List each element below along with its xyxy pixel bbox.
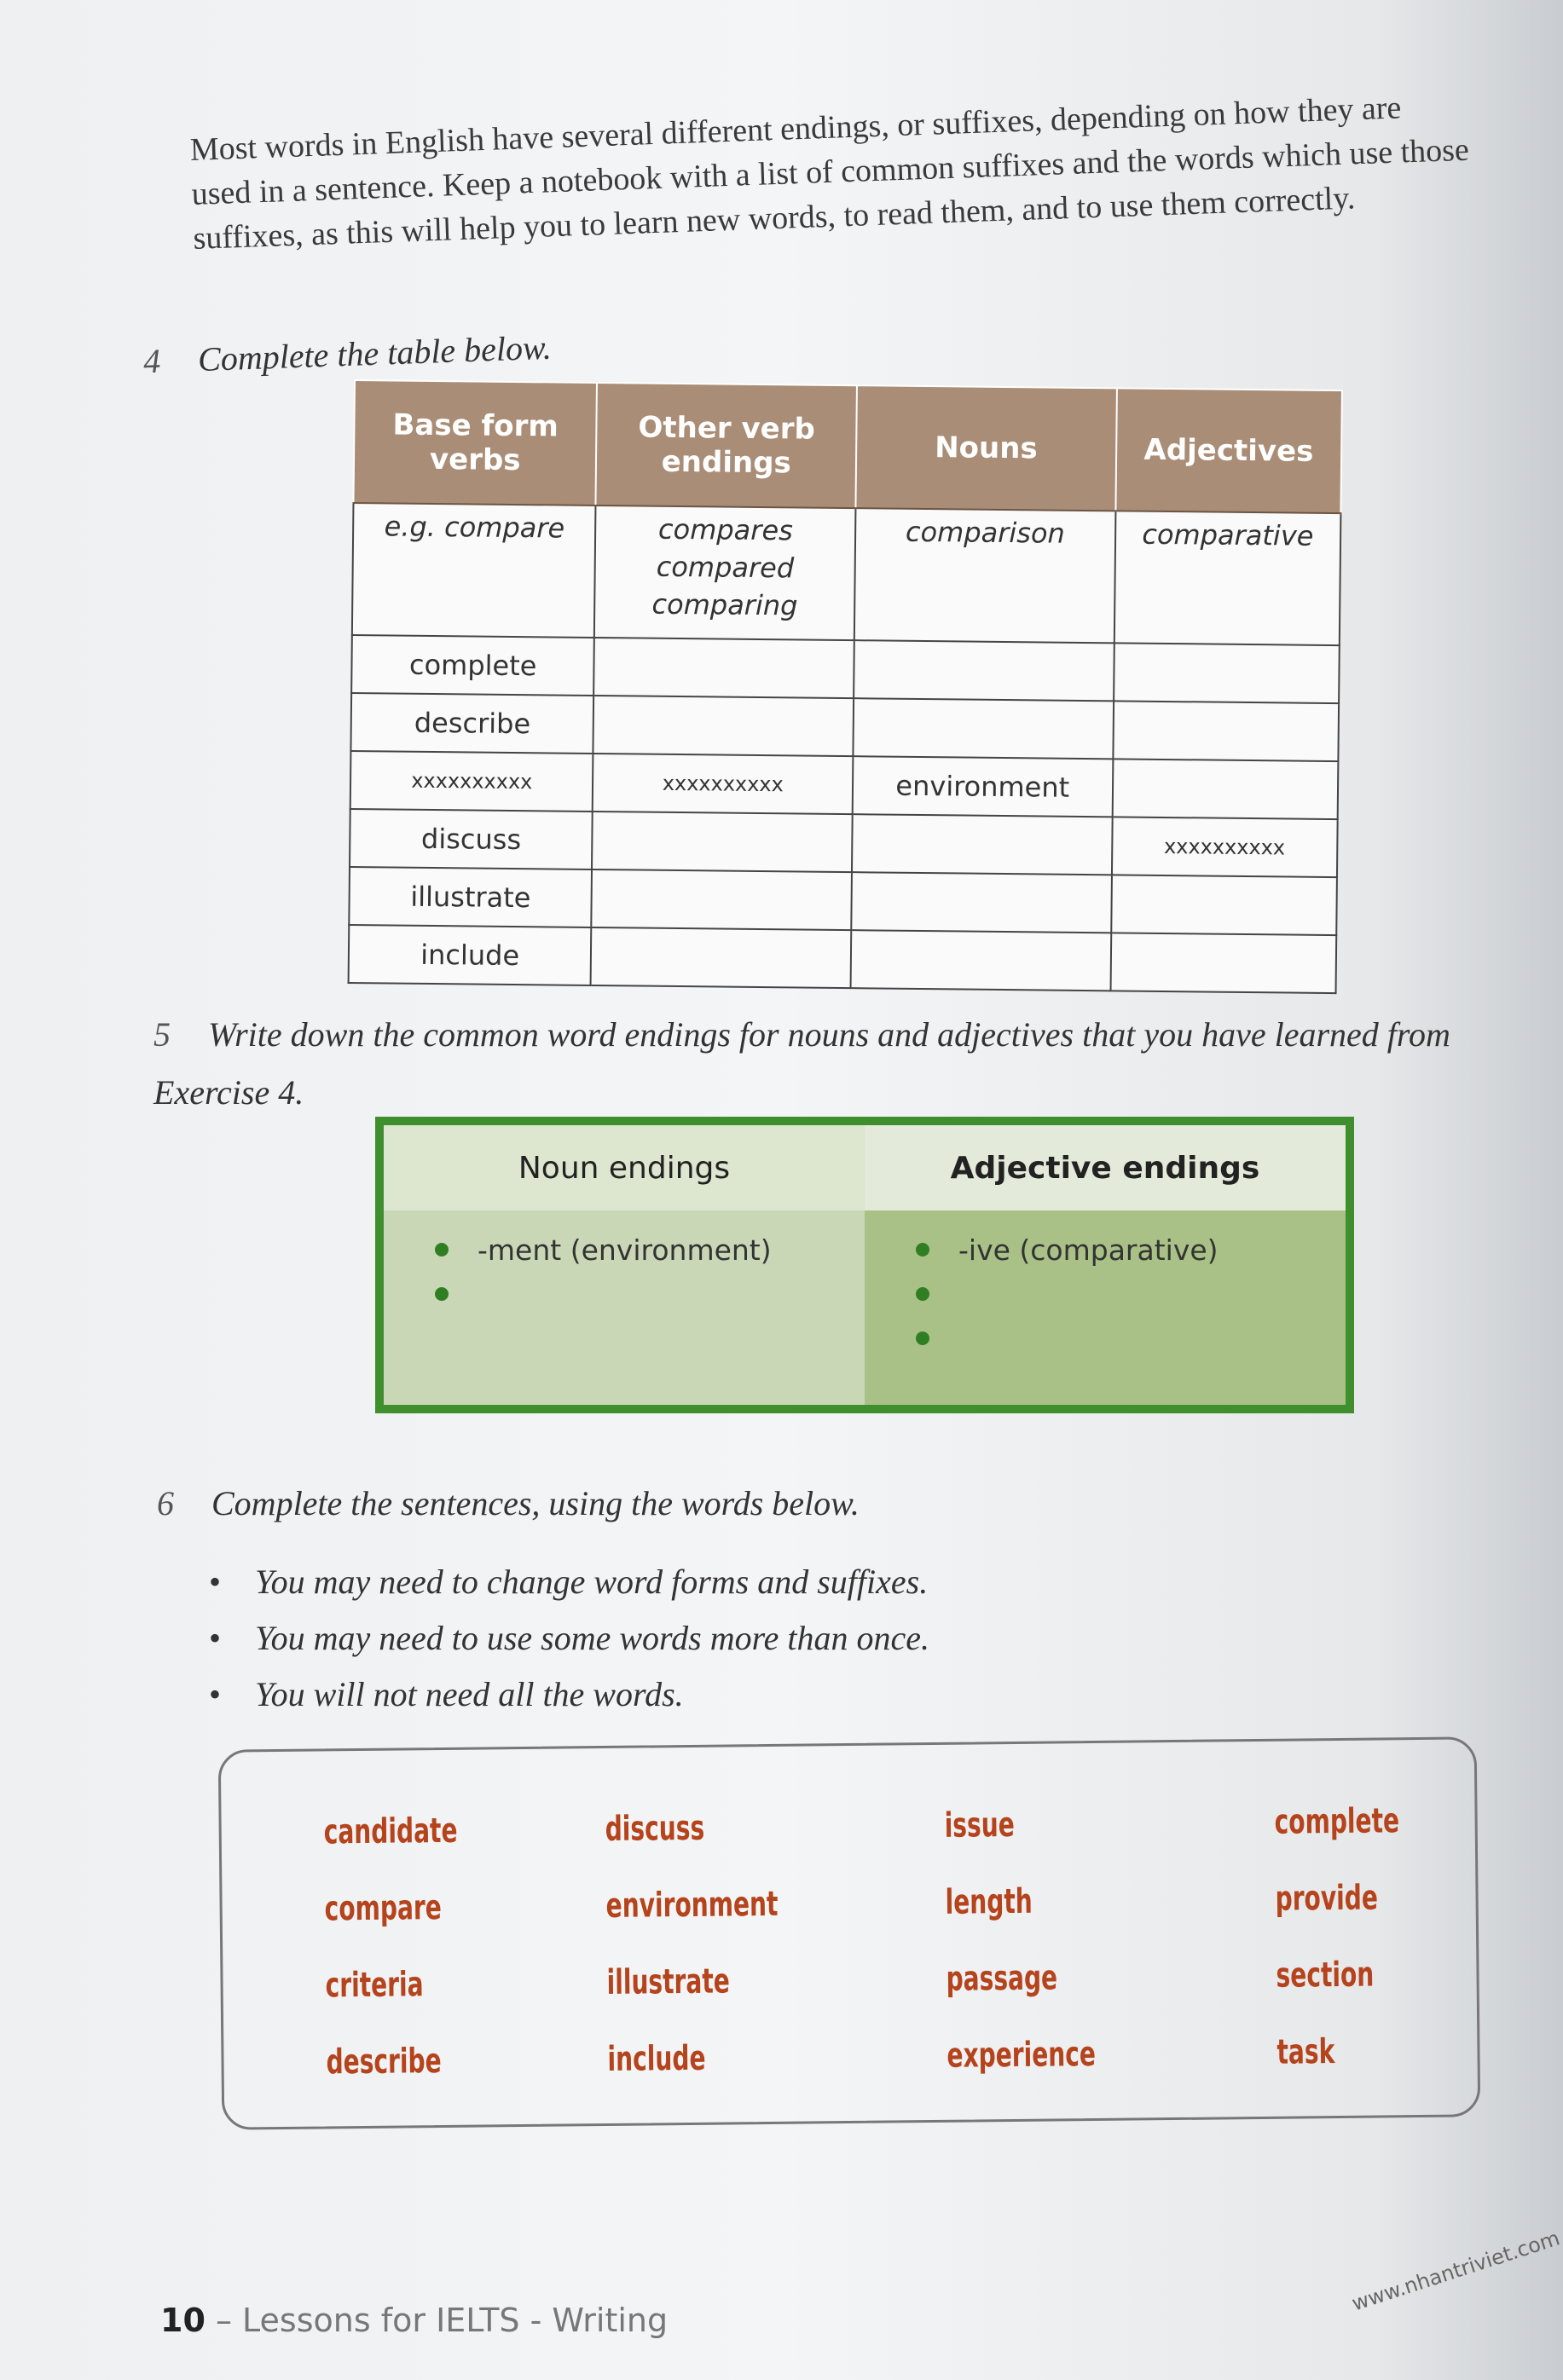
word: compare bbox=[324, 1888, 442, 1929]
word: complete bbox=[1274, 1801, 1400, 1842]
adjective-endings-header: Adjective endings bbox=[865, 1125, 1346, 1210]
word: discuss bbox=[605, 1808, 705, 1849]
instruction-text: Complete the table below. bbox=[197, 327, 553, 379]
table-row bbox=[351, 635, 1340, 703]
cell: xxxxxxxxxx bbox=[350, 751, 593, 812]
word: include bbox=[607, 2038, 706, 2079]
cell[interactable] bbox=[593, 696, 854, 756]
intro-paragraph: Most words in English have several different endings, or suffixes, depending on how they are used in a sentence. Keep a notebook with a list of common suffixes and the words which use those suffixes, as this will help you to learn new words, to read them, and to use them correctly. bbox=[189, 90, 1470, 257]
instruction-text: Write down the common word endings for nouns and adjectives that you have learned from Exercise 4. bbox=[153, 1015, 1450, 1112]
cell: discuss bbox=[350, 809, 593, 869]
list-item: -ive (comparative) bbox=[916, 1228, 1294, 1272]
word-bank bbox=[218, 1736, 1481, 2129]
cell: environment bbox=[853, 756, 1113, 817]
cell[interactable] bbox=[594, 638, 854, 698]
cell: e.g. compare bbox=[352, 503, 596, 638]
cell[interactable] bbox=[852, 814, 1112, 875]
header-nouns: Nouns bbox=[855, 385, 1116, 511]
bullet-item: • You may need to use some words more than once. bbox=[209, 1619, 930, 1657]
cell[interactable] bbox=[1113, 701, 1339, 761]
header-adjectives: Adjectives bbox=[1115, 388, 1342, 513]
book-title: – Lessons for IELTS - Writing bbox=[205, 2302, 669, 2339]
word: experience bbox=[946, 2034, 1097, 2076]
cell[interactable] bbox=[851, 872, 1111, 933]
word: criteria bbox=[325, 1965, 424, 2006]
word-forms-table bbox=[348, 379, 1343, 994]
bullet-icon bbox=[435, 1287, 449, 1301]
cell: xxxxxxxxxx bbox=[1111, 817, 1337, 877]
cell: compares compared comparing bbox=[594, 505, 855, 640]
page-footer bbox=[160, 2302, 668, 2339]
cell[interactable] bbox=[1111, 875, 1337, 935]
list-item[interactable] bbox=[916, 1316, 1294, 1360]
exercise-6-instruction bbox=[157, 1483, 860, 1523]
word: provide bbox=[1275, 1878, 1379, 1919]
cell[interactable] bbox=[592, 812, 852, 872]
cell[interactable] bbox=[1110, 933, 1336, 993]
word: candidate bbox=[323, 1811, 458, 1852]
noun-endings-header: Noun endings bbox=[384, 1125, 865, 1210]
header-base: Base form verbs bbox=[353, 380, 597, 505]
cell: comparison bbox=[854, 508, 1115, 643]
bullet-icon bbox=[916, 1243, 929, 1256]
cell: describe bbox=[350, 693, 593, 754]
header-other: Other verb endings bbox=[596, 383, 857, 508]
cell[interactable] bbox=[591, 927, 851, 988]
example-row bbox=[352, 503, 1341, 645]
bullet-item: • You will not need all the words. bbox=[209, 1675, 684, 1713]
list-item[interactable] bbox=[435, 1272, 813, 1316]
exercise-5-instruction bbox=[153, 1006, 1467, 1122]
list-item: -ment (environment) bbox=[435, 1228, 813, 1272]
cell: illustrate bbox=[349, 867, 592, 927]
table-row bbox=[350, 693, 1339, 761]
endings-box bbox=[375, 1117, 1354, 1413]
word: section bbox=[1276, 1955, 1375, 1996]
word: task bbox=[1276, 2032, 1335, 2072]
page-number: 10 bbox=[160, 2302, 206, 2339]
exercise-4-instruction bbox=[142, 327, 552, 382]
cell: complete bbox=[351, 635, 594, 696]
table-row bbox=[349, 867, 1337, 935]
cell[interactable] bbox=[853, 698, 1113, 759]
cell[interactable] bbox=[1112, 759, 1338, 819]
publisher-url: www.nhantriviet.com bbox=[1348, 2226, 1563, 2316]
exercise-number: 4 bbox=[142, 341, 161, 381]
word: describe bbox=[326, 2042, 442, 2082]
instruction-text: Complete the sentences, using the words below. bbox=[211, 1484, 860, 1522]
word: illustrate bbox=[606, 1961, 731, 2002]
adjective-endings-column bbox=[865, 1125, 1346, 1405]
word: passage bbox=[946, 1958, 1058, 1999]
bullet-item: • You may need to change word forms and suffixes. bbox=[209, 1563, 929, 1601]
cell[interactable] bbox=[854, 640, 1114, 701]
table-row bbox=[349, 925, 1337, 993]
cell: xxxxxxxxxx bbox=[593, 754, 853, 814]
table-row bbox=[350, 751, 1339, 819]
bullet-icon bbox=[916, 1332, 929, 1345]
bullet-icon bbox=[435, 1243, 449, 1256]
cell[interactable] bbox=[851, 930, 1111, 991]
list-item[interactable] bbox=[916, 1272, 1294, 1316]
word: issue bbox=[944, 1805, 1015, 1846]
word: environment bbox=[605, 1884, 779, 1926]
cell: comparative bbox=[1114, 511, 1340, 645]
bullet-icon bbox=[916, 1287, 929, 1301]
exercise-number: 6 bbox=[157, 1484, 174, 1522]
cell[interactable] bbox=[1114, 643, 1340, 703]
table-row bbox=[350, 809, 1338, 877]
cell: include bbox=[349, 925, 592, 985]
noun-endings-column bbox=[384, 1125, 865, 1405]
exercise-number: 5 bbox=[153, 1015, 171, 1054]
cell[interactable] bbox=[592, 869, 852, 930]
word: length bbox=[945, 1881, 1033, 1922]
